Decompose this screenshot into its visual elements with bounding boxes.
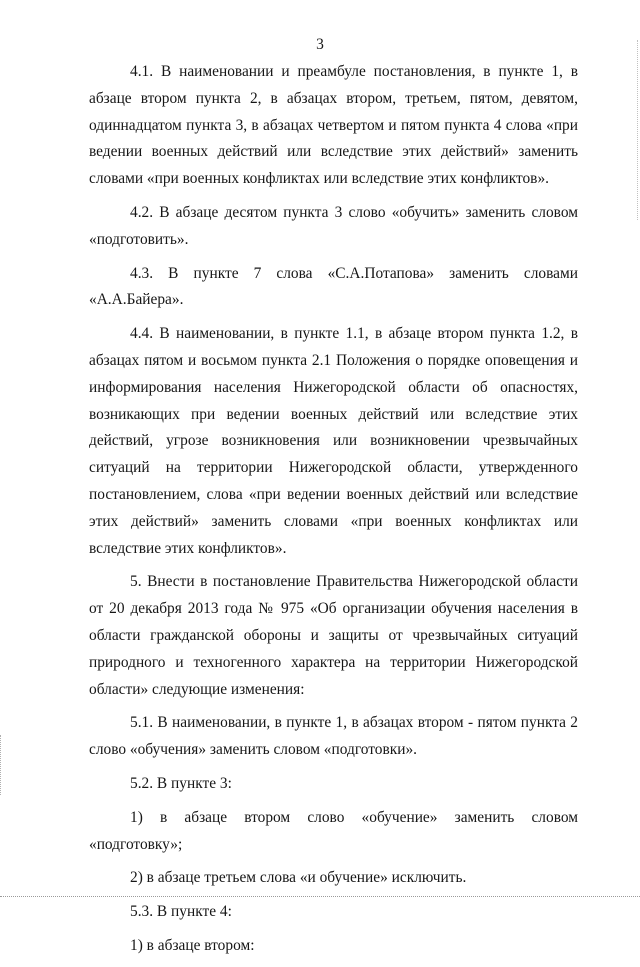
paragraph-4-3: 4.3. В пункте 7 слова «С.А.Потапова» заменить словами «А.А.Байера». [89,264,578,309]
document-body [89,59,578,967]
paragraph-4-2: 4.2. В абзаце десятом пункта 3 слово «обучить» заменить словом «подготовить». [89,203,578,248]
scan-bottom-edge [0,896,640,897]
paragraph-5-2-item-2: 2) в абзаце третьем слова «и обучение» исключить. [130,869,467,887]
paragraph-5: 5. Внести в постановление Правительства Нижегородской области от 20 декабря 2013 года № 975 «Об организации обучения населения в области гражданской обороны и защиты от чрезвычайных ситуаций природного и техногенного характера на территории Нижегородской области» следующие изменения: [89,573,578,698]
scan-left-edge [0,735,1,795]
paragraph-5-3: 5.3. В пункте 4: [130,903,232,921]
scan-right-edge [637,40,638,220]
paragraph-5-1: 5.1. В наименовании, в пункте 1, в абзацах втором - пятом пункта 2 слово «обучения» заменить словом «подготовки». [89,714,578,759]
paragraph-5-2-item-1: 1) в абзаце втором слово «обучение» заменить словом «подготовку»; [89,808,578,853]
paragraph-5-2: 5.2. В пункте 3: [130,774,232,792]
page-number: 3 [316,36,324,53]
paragraph-5-3-item-1: 1) в абзаце втором: [130,936,255,954]
paragraph-4-4: 4.4. В наименовании, в пункте 1.1, в абзаце втором пункта 1.2, в абзацах пятом и восьмом пункта 2.1 Положения о порядке оповещения и информирования населения Нижегородской области об опасностях, возникающих при ведении военных действий или вследствие этих действий, угрозе возникновения или возникновении чрезвычайных ситуаций на территории Нижегородской области, утвержденного постановлением, слова «при ведении военных действий или вследствие этих действий» заменить словами «при военных конфликтах или вследствие этих конфликтов». [89,325,578,557]
paragraph-4-1: 4.1. В наименовании и преамбуле постановления, в пункте 1, в абзаце втором пункта 2, в абзацах втором, третьем, пятом, девятом, одиннадцатом пункта 3, в абзацах четвертом и пятом пункта 4 слова «при ведении военных действий или вследствие этих действий» заменить словами «при военных конфликтах или вследствие этих конфликтов». [89,63,578,188]
